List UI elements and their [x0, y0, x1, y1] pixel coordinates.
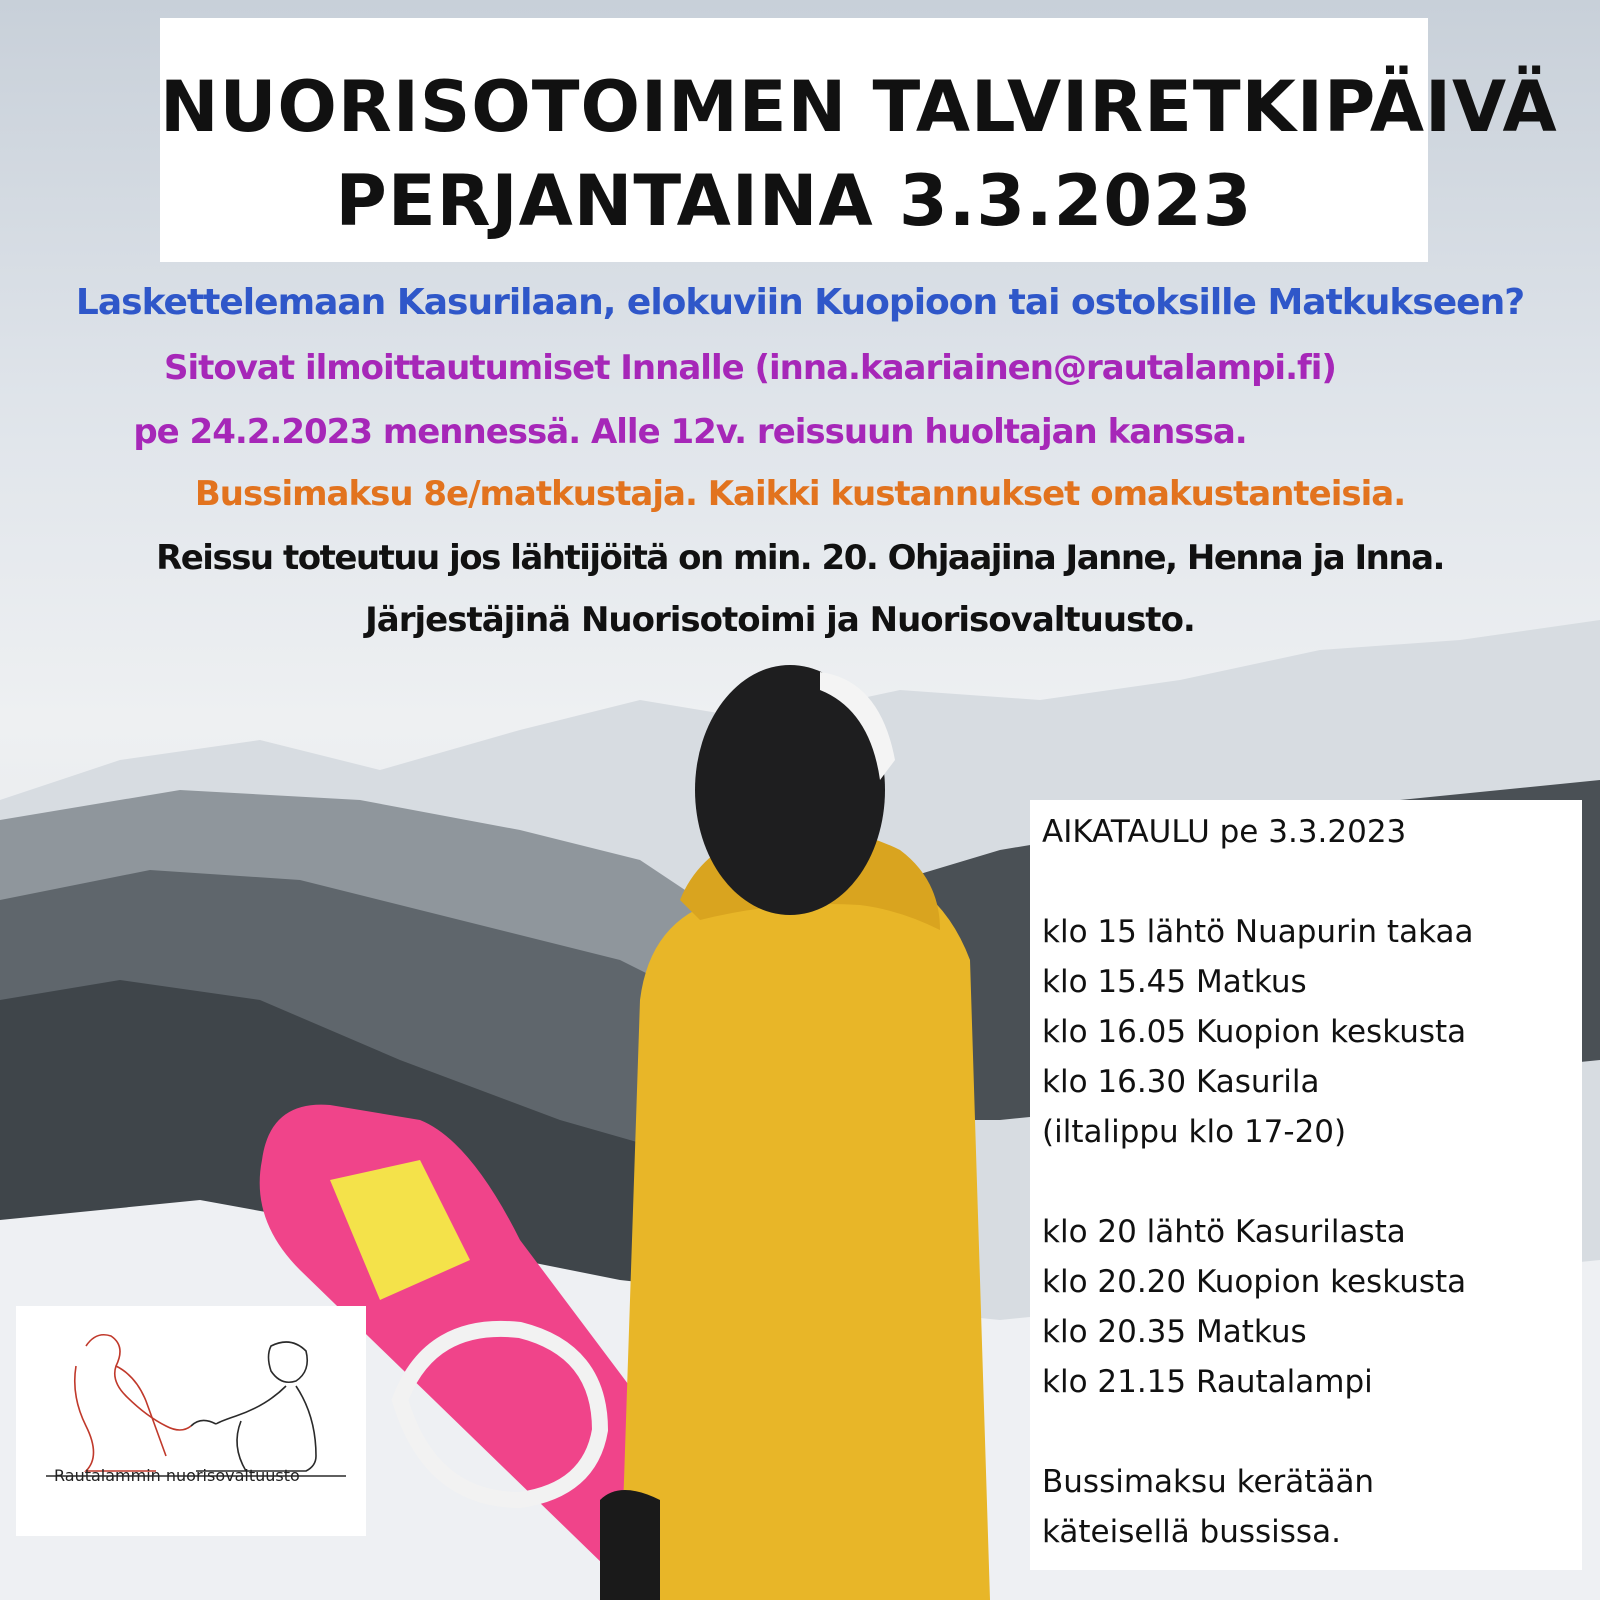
title-box	[160, 18, 1558, 262]
schedule-item: klo 20 lähtö Kasurilasta	[1042, 1214, 1406, 1250]
title-line-1: NUORISOTOIMEN TALVIRETKIPÄIVÄ	[160, 66, 1558, 148]
schedule-heading: AIKATAULU pe 3.3.2023	[1042, 814, 1407, 850]
logo	[16, 1306, 366, 1536]
schedule-item: klo 15 lähtö Nuapurin takaa	[1042, 914, 1474, 950]
intro-line-organizers: Järjestäjinä Nuorisotoimi ja Nuorisovaltuusto.	[365, 600, 1195, 640]
intro-line-registration: Sitovat ilmoittautumiset Innalle (inna.kaariainen@rautalampi.fi)	[164, 348, 1336, 388]
schedule-item: klo 16.30 Kasurila	[1042, 1064, 1320, 1100]
schedule-item: klo 15.45 Matkus	[1042, 964, 1307, 1000]
schedule-item: klo 16.05 Kuopion keskusta	[1042, 1014, 1467, 1050]
line-drawing-two-figures-icon	[16, 1306, 366, 1536]
schedule-item: klo 21.15 Rautalampi	[1042, 1364, 1373, 1400]
schedule-note-line-2: käteisellä bussissa.	[1042, 1514, 1341, 1550]
logo-text: Rautalammin nuorisovaltuusto	[54, 1466, 300, 1485]
schedule-item: klo 20.20 Kuopion keskusta	[1042, 1264, 1467, 1300]
intro-line-bus-fee: Bussimaksu 8e/matkustaja. Kaikki kustannukset omakustanteisia.	[194, 474, 1406, 514]
schedule-item: (iltalippu klo 17-20)	[1042, 1114, 1347, 1150]
intro-line-minimum: Reissu toteutuu jos lähtijöitä on min. 20. Ohjaajina Janne, Henna ja Inna.	[156, 538, 1444, 578]
intro-line-deadline: pe 24.2.2023 mennessä. Alle 12v. reissuun huoltajan kanssa.	[133, 412, 1247, 452]
title-line-2: PERJANTAINA 3.3.2023	[335, 160, 1253, 242]
schedule-panel	[1030, 800, 1582, 1570]
schedule-note-line-1: Bussimaksu kerätään	[1042, 1464, 1375, 1500]
schedule-item: klo 20.35 Matkus	[1042, 1314, 1307, 1350]
intro-line-destinations: Laskettelemaan Kasurilaan, elokuviin Kuopioon tai ostoksille Matkukseen?	[75, 282, 1525, 323]
